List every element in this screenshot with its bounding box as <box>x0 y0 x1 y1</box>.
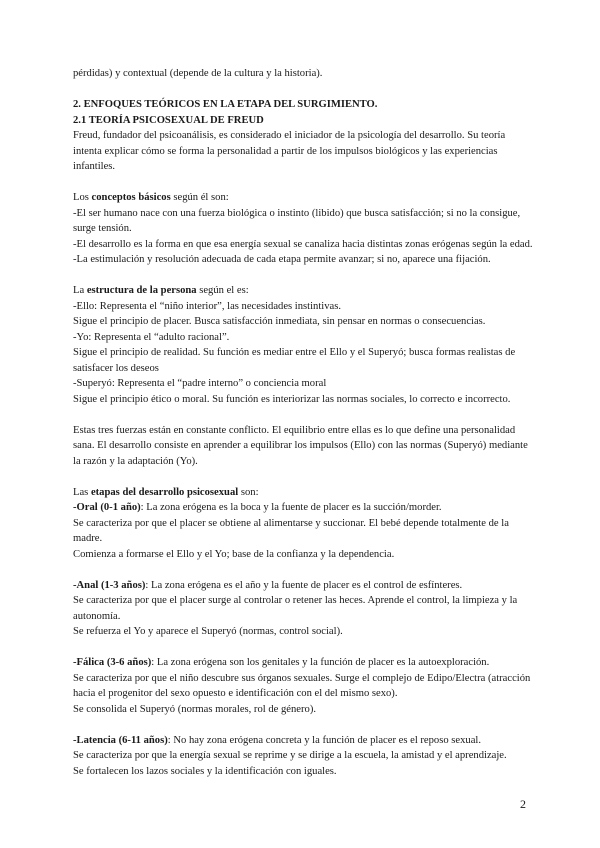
etapa-falica-title <box>73 655 533 671</box>
conceptos-lead-bold: conceptos básicos <box>91 192 171 203</box>
estructura-line: -Superyó: Representa el “padre interno” o conciencia moral <box>73 378 327 389</box>
etapa-oral-line: Comienza a formarse el Ello y el Yo; base de la confianza y la dependencia. <box>73 548 395 560</box>
etapa-falica-name: -Fálica (3-6 años) <box>73 657 152 668</box>
estructura-line: Sigue el principio de placer. Busca satisfacción inmediata, sin pensar en normas o consecuencias. <box>73 316 486 327</box>
concepto-item: -La estimulación y resolución adecuada de cada etapa permite avanzar; si no, aparece una fijación. <box>73 254 491 265</box>
etapas-lead-bold: etapas del desarrollo psicosexual <box>90 486 239 498</box>
etapas-lead-post: son: <box>238 486 259 498</box>
etapas-lead <box>73 485 533 501</box>
estructura-lead-bold: estructura de la persona <box>86 285 197 296</box>
estructura-line: Sigue el principio de realidad. Su función es mediar entre el Ello y el Superyó; busca formas realistas de satisfacer los deseos <box>73 347 516 374</box>
page-number: 2 <box>520 797 526 811</box>
estructura-line: -Ello: Representa el “niño interior”, las necesidades instintivas. <box>73 300 341 312</box>
subsection-heading: 2.1 TEORÍA PSICOSEXUAL DE FREUD <box>73 114 264 126</box>
conflicto-paragraph: Estas tres fuerzas están en constante conflicto. El equilibrio entre ellas es lo que define una personalidad sana. El desarrollo consiste en aprender a equilibrar los impulsos (Ello) con las normas (Superyó) mediante la razón y la adaptación (Yo). <box>73 424 528 467</box>
etapa-anal-first: : La zona erógena es el año y la fuente de placer es el control de esfínteres. <box>145 579 463 591</box>
etapa-anal-line: Se refuerza el Yo y aparece el Superyó (normas, control social). <box>73 626 343 637</box>
etapa-oral-name: -Oral (0-1 año) <box>73 502 141 513</box>
estructura-line: -Yo: Representa el “adulto racional”. <box>73 331 230 343</box>
estructura-lead <box>73 283 533 299</box>
page-content <box>73 66 533 779</box>
etapa-latencia-name: -Latencia (6-11 años) <box>73 734 168 746</box>
estructura-line: Sigue el principio ético o moral. Su función es interiorizar las normas sociales, lo correcto e incorrecto. <box>73 393 511 405</box>
conceptos-lead <box>73 190 533 206</box>
etapa-anal-line: Se caracteriza por que el placer surge al controlar o retener las heces. Aprende el control, la limpieza y la autonomía. <box>73 595 518 622</box>
conceptos-lead-post: según él son: <box>170 192 229 203</box>
etapa-latencia-title <box>73 733 533 749</box>
etapa-latencia-line: Se fortalecen los lazos sociales y la identificación con iguales. <box>73 765 337 777</box>
etapa-falica-first: : La zona erógena son los genitales y la función de placer es la autoexploración. <box>151 657 490 668</box>
section-heading: 2. ENFOQUES TEÓRICOS EN LA ETAPA DEL SURGIMIENTO. <box>73 99 378 110</box>
intro-paragraph: Freud, fundador del psicoanálisis, es considerado el iniciador de la psicología del desarrollo. Su teoría intenta explicar cómo se forma la personalidad a partir de los impulsos biológicos y las experiencias infantiles. <box>73 130 506 172</box>
etapas-lead-pre: Las <box>73 486 91 498</box>
conceptos-lead-pre: Los <box>73 192 92 203</box>
concepto-item: -El ser humano nace con una fuerza biológica o instinto (libido) que busca satisfacción; si no la consigue, surge tensión. <box>73 207 521 234</box>
continuation-text: pérdidas) y contextual (depende de la cultura y la historia). <box>73 68 323 79</box>
etapa-oral-first: : La zona erógena es la boca y la fuente de placer es la succión/morder. <box>140 502 442 513</box>
etapa-anal-title <box>73 578 533 594</box>
etapa-falica-line: Se caracteriza por que el niño descubre sus órganos sexuales. Surge el complejo de Edipo/Electra (atracción hacia el progenitor del sexo opuesto e identificación con el del mismo sexo). <box>73 672 531 699</box>
etapa-oral-title <box>73 500 533 516</box>
etapa-falica-line: Se consolida el Superyó (normas morales, rol de género). <box>73 703 316 715</box>
etapa-latencia-line: Se caracteriza por que la energía sexual se reprime y se dirige a la escuela, la amistad y el aprendizaje. <box>73 750 507 761</box>
concepto-item: -El desarrollo es la forma en que esa energía sexual se canaliza hacia distintas zonas erógenas según la edad. <box>73 238 533 250</box>
estructura-lead-pre: La <box>73 285 87 296</box>
etapa-anal-name: -Anal (1-3 años) <box>73 579 146 591</box>
estructura-lead-post: según el es: <box>196 285 249 296</box>
etapa-oral-line: Se caracteriza por que el placer se obtiene al alimentarse y succionar. El bebé depende totalmente de la madre. <box>73 517 509 544</box>
etapa-latencia-first: : No hay zona erógena concreta y la función de placer es el reposo sexual. <box>167 734 482 746</box>
